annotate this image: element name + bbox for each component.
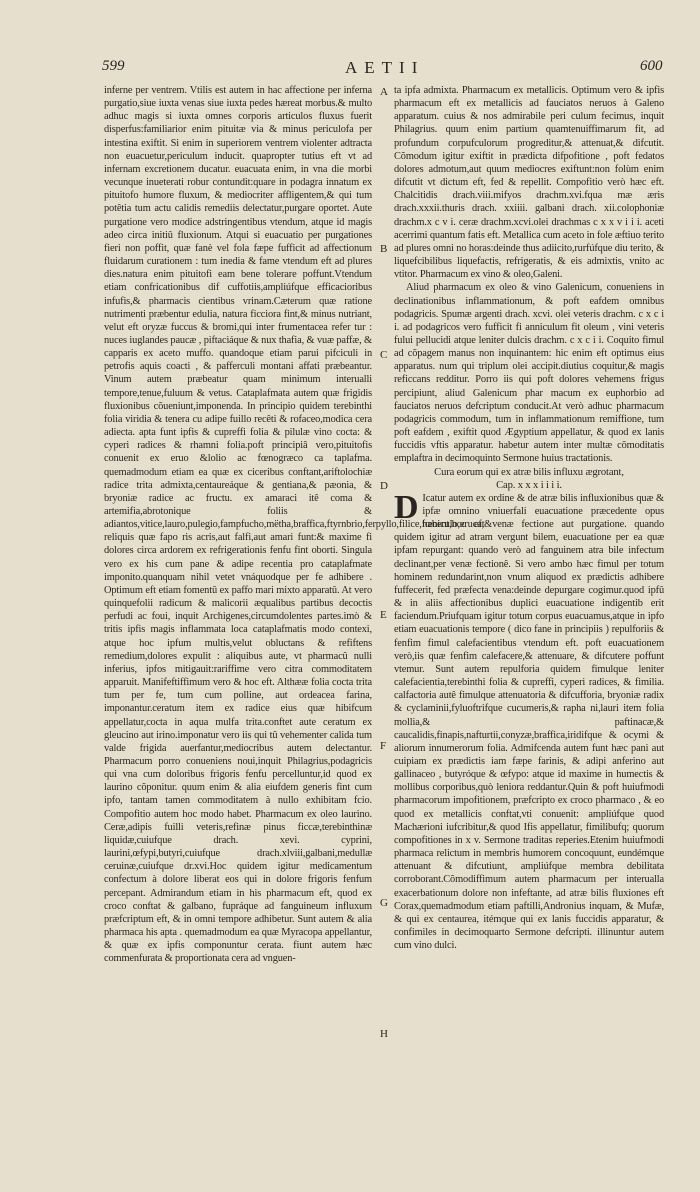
right-column-text-3: Icatur autem ex ordine & de atræ bilis influxionibus quæ & ipfæ omnino vniuerfali euacuatione præcedente opus habent,hoc eft venæ fectione aut purgatione. quando quidem igitur ad atram vergunt bilem, euacuatione per ea quæ ipfam repurgant: quando verò ad fanguinem atra bile infectum declinant,per venæ fectionê. Si vero ambo hæc fimul per totum hominem redundarint,non vnum aliquod ex prædictis adhibere fuffecerit, fed præfecta vena:deinde depurgare cogimur.quod ipfû & in aliis affectionibus duplici euacuatione indigentib erit faciendum.Priufquam igitur totum corpus euacuamus,atque in ipfo etiam euacuationis tempore ( dico fane in principiis ) repulforiis & fenfim fimul calefacientibus vtendum eft. poft euacuationem verò,iis quæ fenfim calefacere,& attenuare, & difcutere poffunt vtemur. Sunt autem repulforia quidem fimulque leniter calefacientia,terebinthi folia & cupreffi, cyperi radices, & fimilia. calfactoria autê fimulque attenuatoria & difcufforia, bryoniæ radix & cyclaminii,fyluoftrifque cucumeris,& rapha ni,lauri item folia mollia,& paftinacæ,& caucalidis,finapis,nafturtii,conyzæ,braffica,iridifque & ocymi & aliorum innumerorum folia. Admifcenda autem funt hæc pani aut cuipiam ex prædictis iam fæpe farinis, & adipi anferino aut gallinaceo , butyróque & œfypo: atque id maxime in humectis & mollibus corporibus,quò leniora reddantur.Quin & poft huiufmodi pharmacorum impofitionem, præfcripto ex croco pharmaco , & eo quod ex metallicis conftat,vti conuenit: ampliúfque quod Machærioni iufcribitur,& quod Ifis appellatur, fimilibufq; quorum compofitiones in x v. Sermone traditas reperies.Etenim huiufmodi pharmaca relictum in membris humorem concoquunt, eundémque attenuant & difcutiunt, ampliúfque membra debilitata corroborant.Cõmodiffimum autem pharmacum per interualla exacerbationum dolore non infeftante, ad atræ bilis fluxiones eft Corax,quemadmodum etiam paftilli,Andronius inquam, & Mufæ, & qui ex centaurea, itémque qui ex lanis fuccidis apparatur, & confimiles in decimoquarto Sermone defcripti. illinuntur autem cum vino dulci. — [394, 492, 664, 952]
margin-letter-b: B — [380, 243, 388, 255]
chapter-number: Cap. x x x i i i i. — [496, 479, 562, 491]
chapter-body — [394, 488, 664, 952]
margin-letter-e: E — [380, 609, 387, 621]
running-title: AETII — [345, 58, 425, 77]
running-head — [0, 58, 700, 84]
right-column-text-2: Aliud pharmacum ex oleo & vino Galenicum, conueniens in declinationibus inflammationum, & poft eafdem omnibus podagricis. Spumæ argenti drach. xcvi. olei veteris drachm. c x c i i. ad podagricos vero fufficit fi anniculum fit oleum , vini veteris fului pellucidi atque leniter dulcis drachm. c x c i i. Coquito fimul ad cõpagem manus non inquinantem: hic enim eft optimus eius apparatus. num qui triplum olei accipit.diutius coquitur,& magis reficcans redditur. Porro iis qui poft dolores vehemens frigus percipiunt, aliud Galenicum phar macum ex euphorbio ad fauciatos neruos defcriptum conducit.At verò adhuc pharmacum podagricis commodum, tum in inflammationum remiffione, tum poft eafdem , exiftit quod Ægyptium appellatur, & quod ex lanis fuccidis vftis apparatur. habetur autem inter multæ cõmoditatis emplaftra in decimoquinto Sermone huius tractationis. — [394, 282, 664, 465]
left-column-text: inferne per ventrem. Vtilis est autem in hac affectione per inferna purgatio,siue iuxta venas siue iuxta pedes hæreat morbus.& multo adhuc magis si iuxta omnes corporis articulos fluxus fuerit disperfus:familiarior enim pituitæ via & minus periculofa per intestina exiftit. Si enim in superiorem ventrem violenter adtracta non euacuetur,periculum inducit. quapropter tutius eft vt ad infernam excretionem ducatur. euacuata enim, in vna die morbi vecunque inueterati robur contundit:quare in podagra innatum ex pituitofo humore fluxum, & mediocriter affligentem,& qui tum potêtia tum actu calidis remediis delectatur,purgare oportet. Aute purgatione vero modice adstringentibus vtendum, atque id magis adeo circa initiû fluxionum. Atqui si euacuatio per purgationes fieri non poffit, quæ fanè vel fola fæpe fufficit ad affectionum fluidarum curationem : tum inedia & fame vtendum eft ad plures dies.natura enim pituitofi eam bene tolerare poffunt.Vtendum etiam confricationibus dif cuffotiis,ampliúfque efficacioribus infufis,& pharmacis cientibus vrinam.Cæterum quæ ratione nutrimenti præbentur edulia, natura ficciora fint,& minus nutriant, velut eft oryzæ fuccus & bromi,qui inter frumentacea refer tur : nuces iuglandes paucæ , piftaciáque & nux thafia, & vuæ paffæ, & capparis ex aceto muffo. quandoque etiam parui pifciculi in petrofis aquis coacti , & pafferculi montani affati præbeantur. Vinum autem præbeatur quam minimum interualli tempore,tenue,fuluum & vetus. Cataplafmata autem quæ frigidis fluxionibus cõueniunt,imponenda. In principio quidem terebinthi folia viridia & tenera cu adipe fuillo recêti & rofaceo,modica cera adiecta. apta funt ipfis & cupreffi folia & pilulæ vino cocta: & cyperi radices & rhamni folia.poft principiâ vero,pituitofis conuenit ex eruo &lolio ac fœnogræco ca taplafma. quemadmodum etiam ea quæ ex ciceribus conftant,ariftolochiæ radice trita admixta,centaureáque & gentiana,& pæonia, & bryoniæ radice ac fructu. ex amaraci itê coma & artemifia,abrotonique foliis & adiantos,vitice,lauro,pulegio,fampfucho,mëtha,braffica,ftyrnbrio,ferpyllo,filice,fœniculo,eruca,& reliquis quæ fapo ris acris,aut falfi,aut amari funt:& maxime fi dolores circa ardorem ex refrigerationis fenfu fint oborti. Singula vero ex his cum pane & adipe recentia pro cataplafmate imponito.quanquam nihil vetet vnáquodque per fe adhibere . Optimum eft etiam fomentû ex paffo mari mixto apparatû. At vero quinquefolii radicum & malicorii æqualibus partibus decoctis perfudi ac foui, inquit Archigenes,circumdolentes partes.imò & tritis ipfis magis inflammata loca cataplafmatis modo contexi, atque hoc ipfum multis,velut obluctans & refiftens remedium,dolores expulit : aliquibus aute, vt pharmacû nulli inferius, ipfos mitigauit:rariffime vero citra commoditatem apparuit. Manifeftiffimum vero & hoc eft. Althææ folia cocta trita tum per fe, tum cum polline, aut ordeacea farina, imponantur.ceratum item ex radice eius quæ hibifcum appellatur,cocta in aqua mulfa trita.conftet aute ceratum ex gleucino aut irino.imponatur vero iis qui tû vehementer calida tum valde frigida auerfantur,mediocribus autem delectantur. Pharmacum porro conueniens noui,inquit Philagrius,podagricis qui vna cum doloribus frigoris fenfu percelluntur,id quod ex laurino cõponitur. quum enim & alia eiufdem generis fint cum ipfo, tantam tamen commoditatem à nullo exhibitam fcio. Compofitio autem hoc modo habet. Pharmacum ex oleo laurino. Ceræ,adipis fuilli veteris,refinæ pinus ficcæ,terebinthinæ liquidæ,cuiufque drach. xevi. cyprini, laurini,œfypi,butyri,cuiufque drach.xlviii,galbani,medullæ ceruinæ,cuiufque dr.xvi.Hoc quidem igitur medicamentum confectum à dolore liberat eos qui in dolore frigoris fenfum percepant. Admirandum etiam in his pharmacum eft, quod ex croco conftat & galbano, fupráque ad fanguineum influxum præfcriptum eft, & in omni tempore adhibetur. Sunt autem & alia pharmaca his apta . quemadmodum ea quæ Myracopa appellantur, & quæ ex ipfis componuntur cerata. fiunt autem hæc commenfurata & proportionata cera ad vnguen- — [104, 85, 493, 965]
page-number-left: 599 — [102, 58, 125, 74]
chapter-title: Cura eorum qui ex atræ bilis influxu ægrotant, — [434, 466, 624, 478]
page-number-right: 600 — [640, 58, 663, 74]
margin-letter-g: G — [380, 897, 388, 909]
margin-letter-c: C — [380, 349, 388, 361]
left-text-column — [104, 84, 493, 965]
margin-letter-d: D — [380, 480, 388, 492]
right-column-text-1: ta ipfa admixta. Pharmacum ex metallicis. Optimum vero & ipfis pharmacum eft ex metallicis ad fauciatos neruos à Galeno apparatum. cuius & nos admirabile peri culum fecimus, inquit Philagrius. quum enim partium quamtenuiffimarum fit, ad profundum corpufculorum progreditur,& attenuat,& difcutit. Cõmodum igitur exiftit in prædicta difpofitione , poft fedatos dolores admotum,aut quum mediocres exiftunt:non folùm enim difcutit vt dictum eft, fed & repellit. Compofitio verò hæc eft. Chalcitidis drach.viii.mifyos drachm.xvi.fqua mæ æris drach.xxxii.thuris drach. xxiiii. galbani drach. xii.colophoniæ drachm.x c v i. ceræ drachm.xcvi.olei drachmas c x x v i i i. aceti acerrimi quantum fatis eft. Metallica cum aceto in fole æftiuo terito ad plures omni no horas:deinde thus adiicito,rurfúfque diu terito, & liquefcibilibus liquefactis, refrigeratis, & eis admixtis, vnito ac vtitor. Pharmacum ex vino & oleo,Galeni. — [394, 85, 664, 281]
drop-cap: D — [394, 488, 419, 526]
right-text-column — [394, 84, 664, 952]
margin-letter-h: H — [380, 1028, 388, 1040]
margin-letter-a: A — [380, 86, 388, 98]
margin-letter-f: F — [380, 740, 387, 752]
